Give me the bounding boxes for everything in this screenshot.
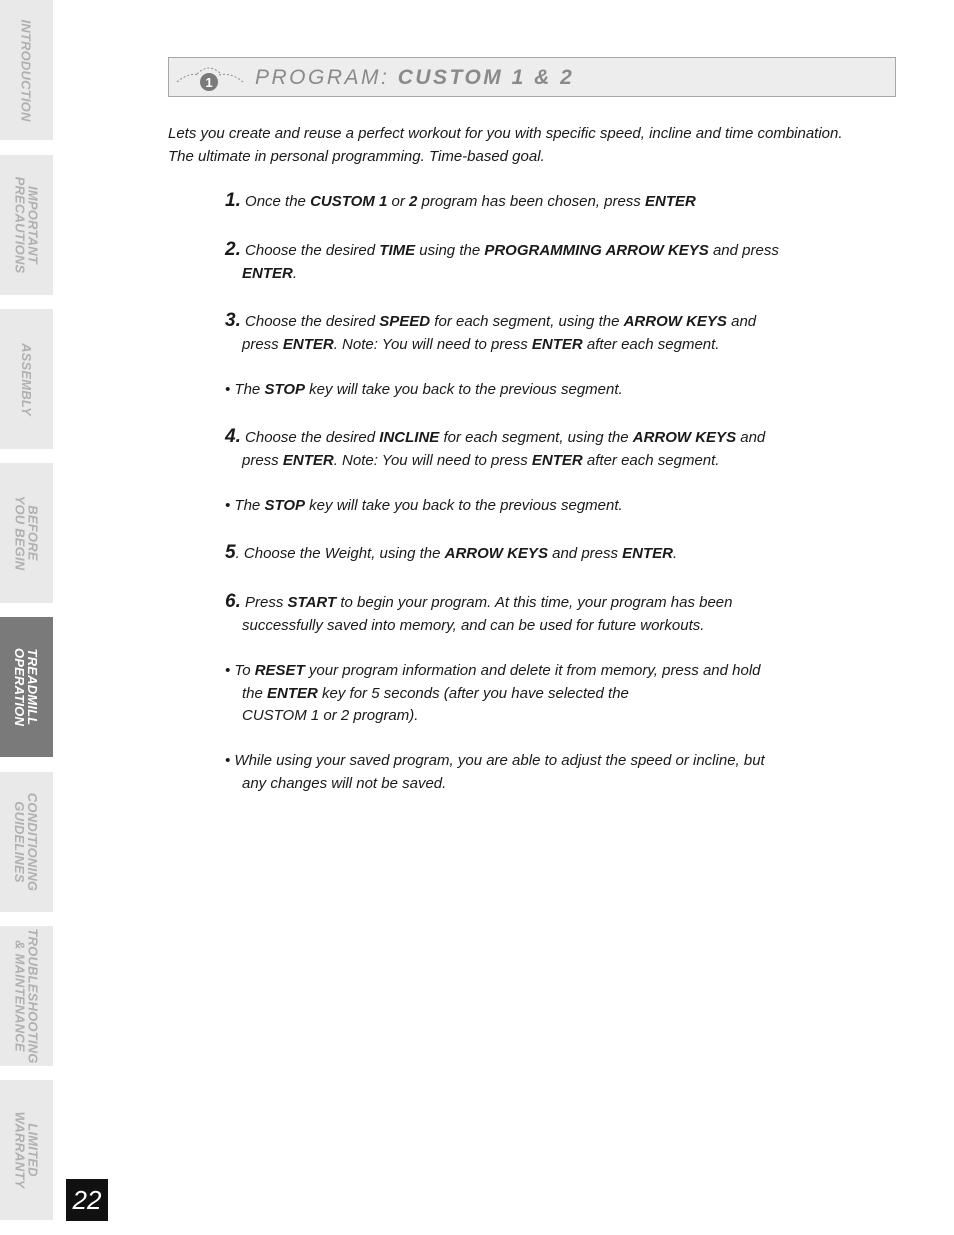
text: Choose the desired <box>240 429 380 446</box>
keyword: ENTER <box>531 451 583 469</box>
title-main: CUSTOM 1 & 2 <box>397 66 575 89</box>
page-title <box>255 58 574 96</box>
tab-treadmill-operation[interactable] <box>0 617 53 757</box>
text: key for 5 seconds (after you have selected the <box>317 684 629 702</box>
step-4 <box>225 426 785 472</box>
keyword: ENTER <box>282 335 334 353</box>
keyword: INCLINE <box>379 429 440 446</box>
text: . Note: You will need to press <box>333 451 532 469</box>
section-sidebar <box>0 0 53 1235</box>
text: Once the <box>240 193 311 210</box>
text: and press <box>547 545 623 562</box>
text: for each segment, using the <box>430 313 624 330</box>
keyword: PROGRAMMING ARROW KEYS <box>484 242 709 259</box>
keyword: ARROW KEYS <box>444 545 548 562</box>
text: Choose the desired <box>240 242 380 259</box>
text: press <box>242 451 283 469</box>
tab-important-precautions[interactable] <box>0 155 53 295</box>
keyword: ARROW KEYS <box>623 313 727 330</box>
keyword: START <box>287 594 337 611</box>
text: program has been chosen, press <box>417 193 645 210</box>
step-number: 3. <box>225 310 241 331</box>
keyword: STOP <box>264 381 306 398</box>
text: • While using your saved program, you are able to adjust the speed or incline, but <box>225 752 765 769</box>
keyword: STOP <box>264 497 306 514</box>
text: Choose the desired <box>240 313 380 330</box>
keyword: ENTER <box>644 193 696 210</box>
step-2 <box>225 239 785 285</box>
intro-line: The ultimate in personal programming. Time-based goal. <box>168 148 545 165</box>
keyword: CUSTOM 1 <box>310 193 388 210</box>
step-3 <box>225 310 785 356</box>
text: . Choose the Weight, using the <box>235 545 445 562</box>
intro-line: Lets you create and reuse a perfect workout for you with specific speed, incline and time combination. <box>168 125 843 142</box>
bullet-stop-2 <box>225 495 785 518</box>
tab-introduction[interactable] <box>0 0 53 140</box>
text: after each segment. <box>582 451 720 469</box>
text: and <box>726 313 757 330</box>
text: Press <box>240 594 288 611</box>
text: . <box>673 545 678 562</box>
text: key will take you back to the previous segment. <box>305 381 623 398</box>
step-number: 1. <box>225 190 241 211</box>
tab-label: CONDITIONING GUIDELINES <box>12 792 41 892</box>
tab-label: TREADMILL OPERATION <box>12 647 41 727</box>
keyword: TIME <box>379 242 416 259</box>
page-number: 22 <box>66 1179 108 1221</box>
text: successfully saved into memory, and can be used for future workouts. <box>242 616 705 634</box>
text: . <box>292 264 298 282</box>
tab-label: TROUBLESHOOTING & MAINTENANCE <box>12 928 41 1064</box>
text: for each segment, using the <box>439 429 633 446</box>
text: after each segment. <box>582 335 720 353</box>
step-number: 2. <box>225 239 241 260</box>
text: and press <box>708 242 779 259</box>
text: and <box>736 429 766 446</box>
text: your program information and delete it from memory, press and hold <box>304 662 761 679</box>
bullet-stop-1 <box>225 379 785 402</box>
text: CUSTOM 1 or 2 program). <box>242 707 419 724</box>
tab-label: BEFORE YOU BEGIN <box>12 495 41 571</box>
keyword: ENTER <box>622 545 674 562</box>
text: or <box>387 193 409 210</box>
keyword: SPEED <box>379 313 431 330</box>
program-badge-number: 1 <box>205 75 213 90</box>
text: . Note: You will need to press <box>333 335 532 353</box>
keyword: RESET <box>254 662 305 679</box>
title-prefix: PROGRAM: <box>255 66 398 89</box>
step-number: 4. <box>225 426 241 447</box>
program-header <box>168 57 896 97</box>
text: • The <box>225 497 265 514</box>
program-badge-icon <box>175 62 249 94</box>
text: to begin your program. At this time, your program has been <box>336 594 733 611</box>
tab-assembly[interactable] <box>0 309 53 449</box>
step-5 <box>225 542 785 566</box>
tab-conditioning-guidelines[interactable] <box>0 772 53 912</box>
tab-before-you-begin[interactable] <box>0 463 53 603</box>
tab-label: LIMITED WARRANTY <box>12 1111 41 1189</box>
step-6 <box>225 591 785 637</box>
text: the <box>242 684 268 702</box>
keyword: ENTER <box>531 335 583 353</box>
tab-label: ASSEMBLY <box>19 342 34 416</box>
tab-label: IMPORTANT PRECAUTIONS <box>12 176 41 274</box>
tab-troubleshooting-maintenance[interactable] <box>0 926 53 1066</box>
step-1 <box>225 190 785 214</box>
text: key will take you back to the previous segment. <box>305 497 623 514</box>
keyword: ENTER <box>267 684 318 702</box>
keyword: ENTER <box>242 264 293 282</box>
intro-paragraph <box>168 122 868 168</box>
step-number: 6. <box>225 591 241 612</box>
keyword: 2 <box>409 193 418 210</box>
tab-label: INTRODUCTION <box>19 18 34 122</box>
keyword: ARROW KEYS <box>632 429 737 446</box>
text: press <box>242 335 283 353</box>
text: any changes will not be saved. <box>242 774 447 792</box>
step-number: 5 <box>225 542 236 563</box>
text: using the <box>415 242 485 259</box>
tab-limited-warranty[interactable] <box>0 1080 53 1220</box>
bullet-reset <box>225 660 785 728</box>
keyword: ENTER <box>282 451 334 469</box>
bullet-adjust <box>225 750 785 795</box>
text: • The <box>225 381 265 398</box>
text: • To <box>225 662 255 679</box>
